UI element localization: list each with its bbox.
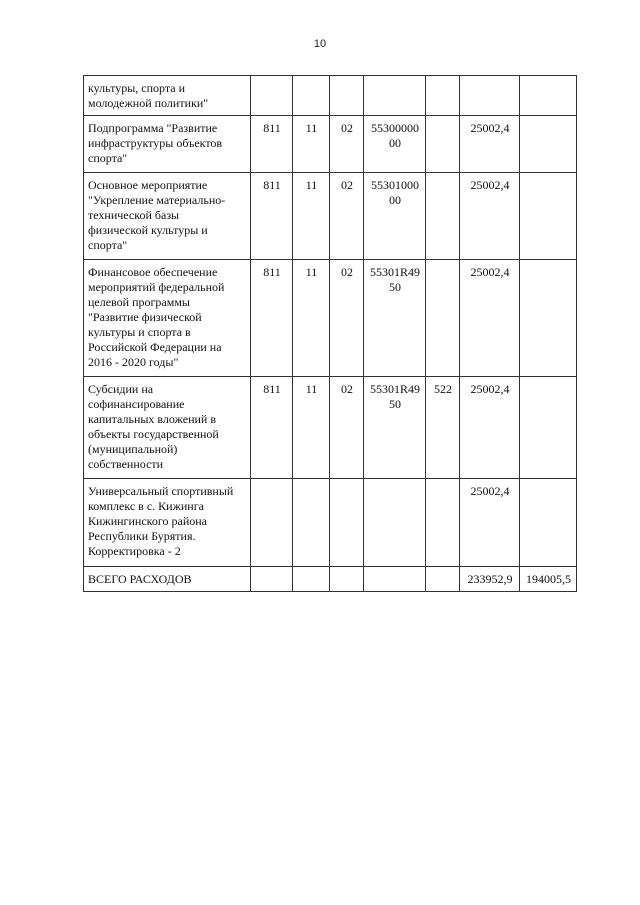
table-row — [84, 116, 577, 173]
cell-csr — [364, 116, 426, 173]
cell-vr — [426, 567, 460, 592]
cell-name-line: Универсальный спортивный — [88, 484, 234, 498]
cell-rz — [293, 567, 330, 592]
cell-csr-line: 50 — [389, 397, 401, 411]
cell-sum1: 25002,4 — [460, 173, 520, 260]
cell-ved — [251, 479, 293, 567]
cell-name-line: капитальных вложений в — [88, 412, 217, 426]
cell-name-line: культуры и спорта в — [88, 325, 191, 339]
cell-sum2 — [520, 479, 577, 567]
cell-vr — [426, 260, 460, 377]
cell-name-line: спорта" — [88, 238, 128, 252]
cell-ved: 811 — [251, 377, 293, 479]
cell-rz — [293, 479, 330, 567]
cell-sum2 — [520, 260, 577, 377]
cell-sum2 — [520, 377, 577, 479]
table-body — [84, 76, 577, 592]
cell-sum1: 25002,4 — [460, 260, 520, 377]
cell-sum1 — [460, 76, 520, 116]
cell-sum2 — [520, 116, 577, 173]
cell-name-line: Подпрограмма "Развитие — [88, 121, 218, 135]
cell-name-line: "Развитие физической — [88, 310, 202, 324]
cell-pr: 02 — [330, 377, 364, 479]
cell-csr-line: 50 — [389, 280, 401, 294]
cell-name-line: Кижингинского района — [88, 514, 207, 528]
cell-sum1: 25002,4 — [460, 479, 520, 567]
cell-ved: 811 — [251, 116, 293, 173]
cell-pr — [330, 76, 364, 116]
cell-name-line: инфраструктуры объектов — [88, 136, 223, 150]
cell-rz: 11 — [293, 116, 330, 173]
cell-name-line: софинансирование — [88, 397, 185, 411]
cell-sum2 — [520, 76, 577, 116]
cell-rz: 11 — [293, 377, 330, 479]
budget-table — [83, 75, 577, 592]
cell-csr — [364, 567, 426, 592]
table-row — [84, 377, 577, 479]
cell-csr-line: 55301000 — [371, 178, 419, 192]
cell-csr-line: 55301R49 — [369, 265, 420, 279]
cell-name-line: Основное мероприятие — [88, 178, 208, 192]
table-row — [84, 76, 577, 116]
cell-ved — [251, 76, 293, 116]
cell-ved — [251, 567, 293, 592]
cell-name-line: собственности — [88, 457, 164, 471]
cell-pr — [330, 479, 364, 567]
cell-vr — [426, 173, 460, 260]
cell-name — [84, 116, 251, 173]
cell-ved: 811 — [251, 260, 293, 377]
cell-rz: 11 — [293, 260, 330, 377]
cell-name — [84, 260, 251, 377]
cell-sum2 — [520, 173, 577, 260]
table-row — [84, 479, 577, 567]
cell-name-line: 2016 - 2020 годы" — [88, 355, 179, 369]
cell-sum2: 194005,5 — [520, 567, 577, 592]
cell-vr — [426, 76, 460, 116]
cell-name-line: мероприятий федеральной — [88, 280, 225, 294]
cell-name-line: Российской Федерации на — [88, 340, 222, 354]
table-row — [84, 173, 577, 260]
cell-pr: 02 — [330, 116, 364, 173]
cell-name — [84, 76, 251, 116]
cell-name-line: физической культуры и — [88, 223, 208, 237]
cell-name-line: молодежной политики" — [88, 96, 209, 110]
cell-name-line: Финансовое обеспечение — [88, 265, 218, 279]
cell-csr — [364, 76, 426, 116]
cell-sum1: 25002,4 — [460, 377, 520, 479]
cell-name — [84, 377, 251, 479]
cell-csr-line: 55300000 — [371, 121, 419, 135]
table-row — [84, 567, 577, 592]
cell-name — [84, 173, 251, 260]
cell-vr — [426, 116, 460, 173]
table-row — [84, 260, 577, 377]
cell-name-line: Корректировка - 2 — [88, 544, 181, 558]
cell-ved: 811 — [251, 173, 293, 260]
page-number: 10 — [313, 38, 327, 50]
cell-vr — [426, 479, 460, 567]
cell-csr-line: 00 — [389, 136, 401, 150]
cell-csr — [364, 479, 426, 567]
cell-name-line: ВСЕГО РАСХОДОВ — [88, 572, 192, 586]
cell-csr — [364, 260, 426, 377]
cell-name-line: (муниципальной) — [88, 442, 178, 456]
cell-csr — [364, 377, 426, 479]
cell-pr: 02 — [330, 173, 364, 260]
cell-csr-line: 00 — [389, 193, 401, 207]
cell-name-line: комплекс в с. Кижинга — [88, 499, 204, 513]
cell-name-line: объекты государственной — [88, 427, 219, 441]
cell-name-line: технической базы — [88, 208, 180, 222]
cell-name — [84, 479, 251, 567]
cell-csr-line: 55301R49 — [369, 382, 420, 396]
cell-sum1: 25002,4 — [460, 116, 520, 173]
cell-pr: 02 — [330, 260, 364, 377]
cell-name-line: культуры, спорта и — [88, 81, 186, 95]
cell-rz: 11 — [293, 173, 330, 260]
cell-csr — [364, 173, 426, 260]
cell-rz — [293, 76, 330, 116]
cell-name-line: спорта" — [88, 151, 128, 165]
cell-name — [84, 567, 251, 592]
cell-sum1: 233952,9 — [460, 567, 520, 592]
cell-name-line: "Укрепление материально- — [88, 193, 226, 207]
cell-name-line: Субсидии на — [88, 382, 154, 396]
cell-name-line: целевой программы — [88, 295, 190, 309]
cell-vr: 522 — [426, 377, 460, 479]
cell-name-line: Республики Бурятия. — [88, 529, 196, 543]
cell-pr — [330, 567, 364, 592]
